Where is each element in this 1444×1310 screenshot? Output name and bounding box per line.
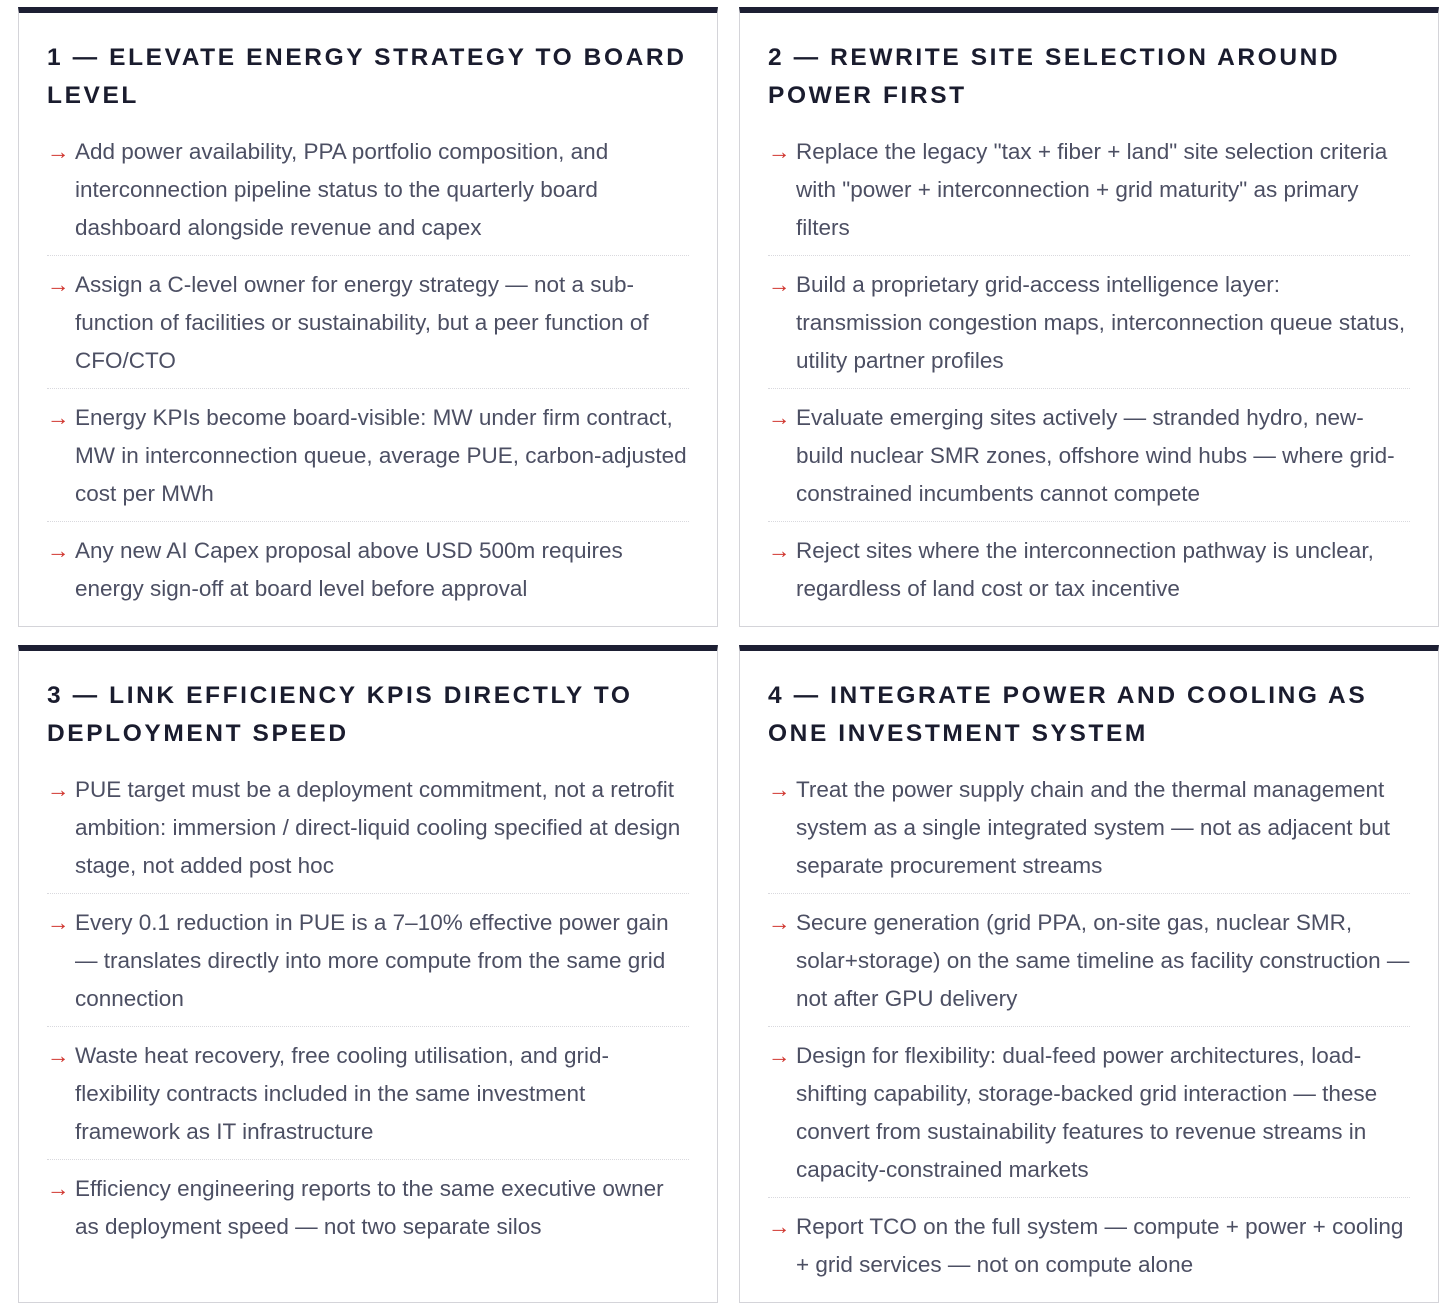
card-title: 1 — ELEVATE ENERGY STRATEGY TO BOARD LEVEL [47, 44, 687, 109]
list-item-text: Energy KPIs become board-visible: MW under firm contract, MW in interconnection queue, average PUE, carbon-adjusted cost per MWh [75, 405, 687, 506]
arrow-right-icon: → [768, 910, 791, 935]
list-item-text: Evaluate emerging sites actively — stranded hydro, new-build nuclear SMR zones, offshore wind hubs — where grid-constrained incumbents cannot compete [796, 405, 1395, 506]
card-item-list [47, 133, 689, 616]
recommendation-card-4 [739, 645, 1439, 1303]
card-title: 3 — LINK EFFICIENCY KPIS DIRECTLY TO DEPLOYMENT SPEED [47, 682, 633, 747]
recommendation-card-3 [18, 645, 718, 1303]
recommendation-card-1 [18, 7, 718, 627]
card-item-list [768, 133, 1410, 616]
list-item-text: Assign a C-level owner for energy strategy — not a sub-function of facilities or sustainability, but a peer function of CFO/CTO [75, 272, 649, 373]
list-item-text: PUE target must be a deployment commitment, not a retrofit ambition: immersion / direct-liquid cooling specified at design stage, not added post hoc [75, 777, 681, 878]
list-item-text: Report TCO on the full system — compute + power + cooling + grid services — not on compute alone [796, 1214, 1404, 1277]
arrow-right-icon: → [47, 1176, 70, 1201]
list-item-text: Any new AI Capex proposal above USD 500m requires energy sign-off at board level before approval [75, 538, 623, 601]
list-item [768, 1037, 1410, 1198]
list-item [47, 904, 689, 1027]
card-title: 4 — INTEGRATE POWER AND COOLING AS ONE INVESTMENT SYSTEM [768, 682, 1368, 747]
list-item-text: Replace the legacy "tax + fiber + land" site selection criteria with "power + interconnection + grid maturity" as primary filters [796, 139, 1388, 240]
list-item-text: Build a proprietary grid-access intelligence layer: transmission congestion maps, interconnection queue status, utility partner profiles [796, 272, 1406, 373]
arrow-right-icon: → [47, 1043, 70, 1068]
list-item [47, 399, 689, 522]
list-item [768, 266, 1410, 389]
list-item-text: Design for flexibility: dual-feed power architectures, load-shifting capability, storage-backed grid interaction — these convert from sustainability features to revenue streams in capacity-constrained markets [796, 1043, 1378, 1182]
list-item-text: Every 0.1 reduction in PUE is a 7–10% effective power gain — translates directly into more compute from the same grid connection [75, 910, 669, 1011]
arrow-right-icon: → [768, 405, 791, 430]
list-item-text: Waste heat recovery, free cooling utilisation, and grid-flexibility contracts included in the same investment framework as IT infrastructure [75, 1043, 610, 1144]
arrow-right-icon: → [768, 1214, 791, 1239]
card-item-list [768, 771, 1410, 1292]
arrow-right-icon: → [47, 405, 70, 430]
arrow-right-icon: → [768, 139, 791, 164]
arrow-right-icon: → [47, 910, 70, 935]
list-item-text: Secure generation (grid PPA, on-site gas, nuclear SMR, solar+storage) on the same timeline as facility construction — not after GPU delivery [796, 910, 1410, 1011]
list-item-text: Efficiency engineering reports to the same executive owner as deployment speed — not two separate silos [75, 1176, 664, 1239]
list-item [47, 1037, 689, 1160]
arrow-right-icon: → [768, 538, 791, 563]
recommendation-grid [18, 7, 1439, 1303]
arrow-right-icon: → [768, 1043, 791, 1068]
list-item [768, 133, 1410, 256]
arrow-right-icon: → [47, 139, 70, 164]
list-item-text: Add power availability, PPA portfolio composition, and interconnection pipeline status to the quarterly board dashboard alongside revenue and capex [75, 139, 609, 240]
list-item [47, 1170, 689, 1254]
list-item [47, 532, 689, 616]
arrow-right-icon: → [47, 272, 70, 297]
recommendation-card-2 [739, 7, 1439, 627]
list-item [768, 399, 1410, 522]
card-item-list [47, 771, 689, 1254]
arrow-right-icon: → [768, 777, 791, 802]
list-item [768, 532, 1410, 616]
list-item [768, 1208, 1410, 1292]
card-title: 2 — REWRITE SITE SELECTION AROUND POWER FIRST [768, 44, 1341, 109]
list-item [47, 266, 689, 389]
arrow-right-icon: → [47, 538, 70, 563]
arrow-right-icon: → [768, 272, 791, 297]
list-item [768, 904, 1410, 1027]
list-item [47, 133, 689, 256]
list-item-text: Reject sites where the interconnection pathway is unclear, regardless of land cost or tax incentive [796, 538, 1374, 601]
list-item-text: Treat the power supply chain and the thermal management system as a single integrated system — not as adjacent but separate procurement streams [796, 777, 1391, 878]
arrow-right-icon: → [47, 777, 70, 802]
list-item [768, 771, 1410, 894]
list-item [47, 771, 689, 894]
